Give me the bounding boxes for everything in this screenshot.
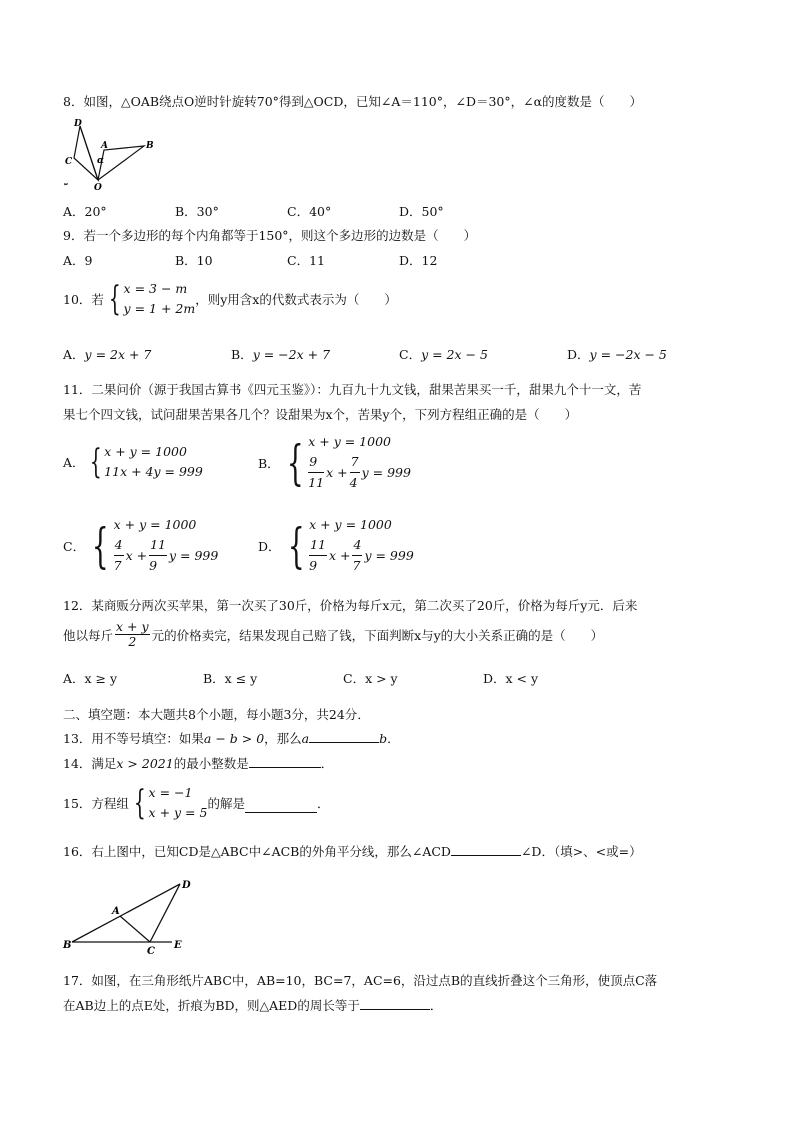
q12-line-2: 他以每斤 $\frac{x + y}{2}$ 元的价格卖完，结果发现自己赔了钱，下面判断x与y的大小关系正确的是（ ） (63, 619, 604, 649)
q8-label-c: C (65, 157, 73, 167)
q14-blank[interactable] (249, 755, 321, 768)
q16-label-a: A (112, 906, 120, 917)
q8-option-a[interactable]: A．20° (63, 204, 107, 219)
q16-blank[interactable] (451, 843, 521, 856)
q12-line-1: 12．某商贩分两次买苹果，第一次买了30斤，价格为每斤x元，第二次买了20斤，价格为每斤y元．后来 (63, 598, 638, 613)
q10-suffix: ，则y用含x的代数式表示为（ ） (195, 292, 397, 307)
q9-text: 9．若一个多边形的每个内角都等于150°，则这个多边形的边数是（ ） (63, 228, 477, 243)
q16-label-c: C (147, 946, 155, 954)
q8-triangle-ocd (74, 126, 98, 180)
q11-option-d[interactable]: D． { x + y = 1000 $\frac{11}{9}$ x + $\frac{4}{7}$ y = 999 (258, 517, 414, 574)
q11-option-c[interactable]: C． { x + y = 1000 $\frac{4}{7}$ x + $\frac{11}{9}$ y = 999 (63, 517, 219, 574)
q8-label-d: D (74, 119, 82, 129)
q15-line: 15．方程组 { x = −1 x + y = 5 的解是 ． (63, 783, 330, 823)
q11-line-2: 果七个四文钱，试问甜果苦果各几个？设甜果为x个，苦果y个，下列方程组正确的是（ ） (63, 407, 578, 422)
q10-system (124, 279, 196, 319)
q10-option-b[interactable]: B．y = −2x + 7 (231, 347, 331, 362)
q8-option-c[interactable]: C．40° (287, 204, 332, 219)
section-2-heading: 二、填空题：本大题共8个小题，每小题3分，共24分． (63, 707, 370, 722)
q9-option-d[interactable]: D．12 (399, 253, 438, 268)
q10-stem (63, 279, 397, 319)
q12-option-b[interactable]: B．x ≤ y (203, 671, 258, 686)
q11-option-a[interactable]: A． { x + y = 1000 11x + 4y = 999 (63, 442, 203, 482)
q11-option-b[interactable]: B． { x + y = 1000 $\frac{9}{11}$ x + $\frac{7}{4}$ y = 999 (258, 434, 411, 491)
q10-sys-row-1: x = 3 − m (123, 281, 188, 296)
q17-line-1: 17．如图，在三角形纸片ABC中，AB=10，BC=7，AC=6，沿过点B的直线折叠这个三角形，使顶点C落 (63, 973, 658, 988)
q17-line-2: 在AB边上的点E处，折痕为BD，则△AED的周长等于 ． (63, 998, 443, 1013)
q10-brace: { (108, 279, 121, 319)
q12-option-d[interactable]: D．x < y (483, 671, 539, 686)
q8-label-b: B (146, 141, 154, 151)
q16-label-d: D (182, 880, 191, 891)
q8-option-b[interactable]: B．30° (175, 204, 219, 219)
q17-blank[interactable] (360, 997, 430, 1010)
q15-blank[interactable] (245, 800, 317, 813)
q8-label-o: O (94, 183, 102, 192)
q12-option-a[interactable]: A．x ≥ y (63, 671, 118, 686)
q8-label-a: A (101, 141, 108, 151)
q14-line: 14．满足x > 2021的最小整数是 ． (63, 756, 334, 771)
q10-sys-row-2: y = 1 + 2m (123, 301, 196, 316)
q11-line-1: 11．二果问价（源于我国古算书《四元玉鉴》）：九百九十九文钱，甜果苦果买一千，甜果九个十一文，苦 (63, 382, 642, 397)
q16-line: 16．右上图中，已知CD是△ABC中∠ACB的外角平分线，那么∠ACD ∠D．（填>、<或=） (63, 844, 642, 859)
q12-fraction: $\frac{x + y}{2}$ (116, 619, 149, 649)
q8-option-d[interactable]: D．50° (399, 204, 444, 219)
q13-line: 13．用不等号填空：如果a − b > 0，那么a b． (63, 731, 400, 746)
q8-mark: ᄇ (62, 183, 68, 190)
q8-triangle-oab (98, 146, 144, 180)
q16-label-b: B (63, 940, 72, 951)
q12-option-c[interactable]: C．x > y (343, 671, 398, 686)
q9-option-b[interactable]: B．10 (175, 253, 213, 268)
q16-label-e: E (174, 940, 182, 951)
q8-label-alpha: α (97, 156, 104, 166)
q16-figure (60, 874, 200, 954)
q10-option-c[interactable]: C．y = 2x − 5 (399, 347, 488, 362)
q10-prefix: 10．若 (63, 292, 104, 307)
q10-option-d[interactable]: D．y = −2x − 5 (567, 347, 667, 362)
q10-option-a[interactable]: A．y = 2x + 7 (63, 347, 152, 362)
q8-figure (60, 114, 180, 192)
q13-blank[interactable] (309, 730, 379, 743)
q8-text: 8．如图，△OAB绕点O逆时针旋转70°得到△OCD，已知∠A＝110°，∠D＝30°，∠α的度数是（ ） (63, 94, 643, 109)
q9-option-a[interactable]: A．9 (63, 253, 93, 268)
q9-option-c[interactable]: C．11 (287, 253, 325, 268)
